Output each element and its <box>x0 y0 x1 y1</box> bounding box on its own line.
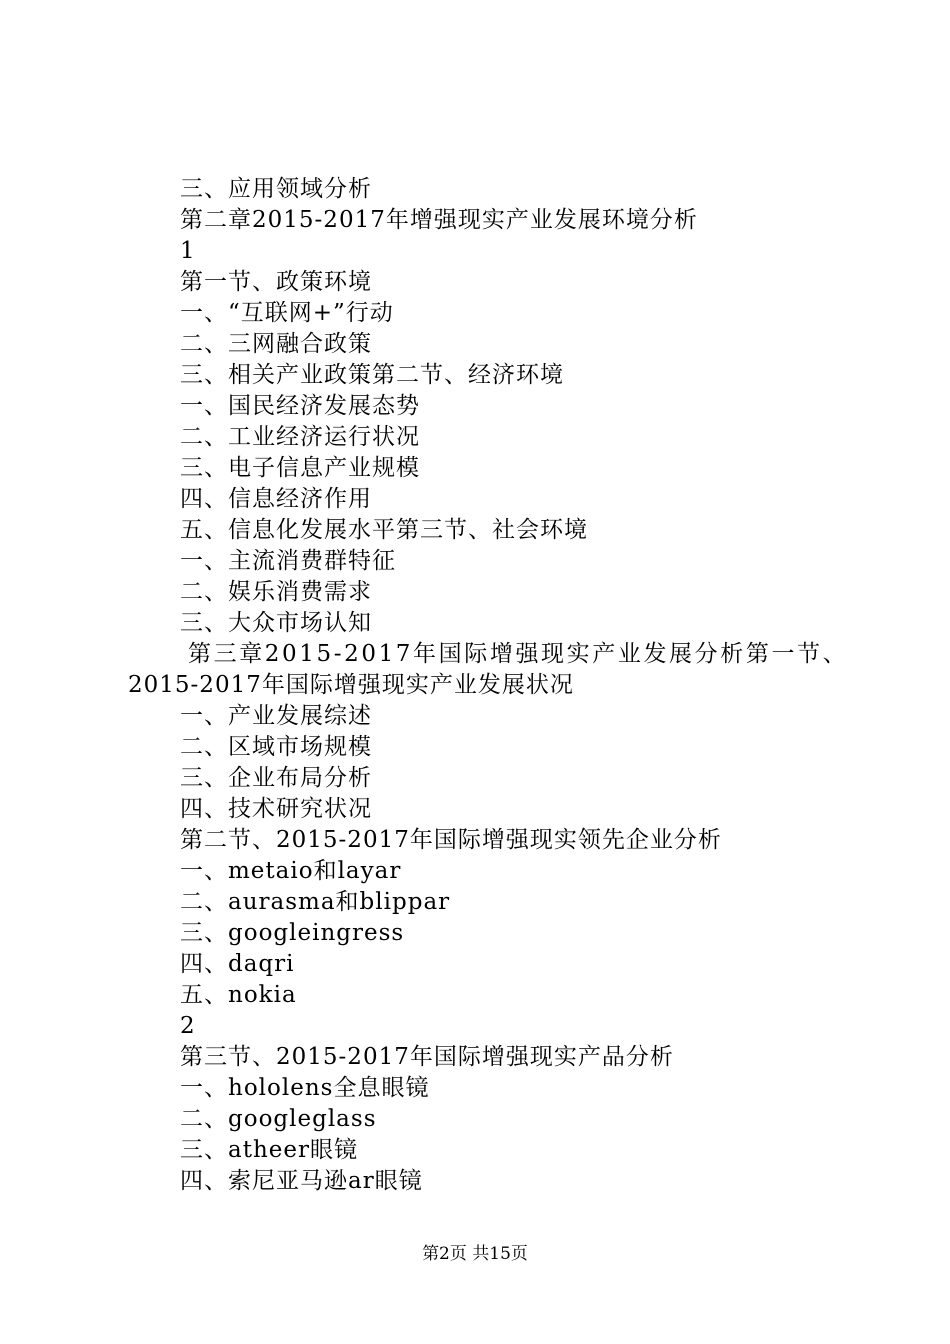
toc-line: 第三章2015-2017年国际增强现实产业发展分析第一节、 <box>188 641 849 667</box>
toc-line: 1 <box>180 238 196 264</box>
toc-line: 2015-2017年国际增强现实产业发展状况 <box>128 672 574 698</box>
toc-line: 四、daqri <box>180 951 295 977</box>
toc-line: 一、主流消费群特征 <box>180 548 396 574</box>
toc-line: 三、企业布局分析 <box>180 765 372 791</box>
toc-line: 二、工业经济运行状况 <box>180 424 420 450</box>
toc-line: 一、国民经济发展态势 <box>180 393 420 419</box>
toc-line: 四、信息经济作用 <box>180 486 372 512</box>
toc-line: 五、nokia <box>180 982 297 1008</box>
toc-line: 三、googleingress <box>180 920 405 946</box>
toc-line: 一、hololens全息眼镜 <box>180 1075 430 1101</box>
toc-line: 一、“互联网+”行动 <box>180 300 394 326</box>
toc-line: 二、googleglass <box>180 1106 377 1132</box>
toc-line: 第三节、2015-2017年国际增强现实产品分析 <box>180 1044 674 1070</box>
toc-line: 三、电子信息产业规模 <box>180 455 420 481</box>
toc-line: 一、产业发展综述 <box>180 703 372 729</box>
toc-line: 五、信息化发展水平第三节、社会环境 <box>180 517 588 543</box>
toc-line: 三、atheer眼镜 <box>180 1137 358 1163</box>
toc-line: 三、大众市场认知 <box>180 610 372 636</box>
toc-line: 第二节、2015-2017年国际增强现实领先企业分析 <box>180 827 722 853</box>
toc-line: 三、相关产业政策第二节、经济环境 <box>180 362 564 388</box>
toc-line: 二、区域市场规模 <box>180 734 372 760</box>
toc-line: 第一节、政策环境 <box>180 269 372 295</box>
page-footer: 第2页 共15页 <box>422 1244 528 1264</box>
toc-line: 四、索尼亚马逊ar眼镜 <box>180 1168 423 1194</box>
toc-line: 第二章2015-2017年增强现实产业发展环境分析 <box>180 207 698 233</box>
toc-line: 二、三网融合政策 <box>180 331 372 357</box>
toc-line: 2 <box>180 1013 196 1039</box>
toc-line: 一、metaio和layar <box>180 858 402 884</box>
toc-line: 二、娱乐消费需求 <box>180 579 372 605</box>
toc-line: 四、技术研究状况 <box>180 796 372 822</box>
toc-line: 三、应用领域分析 <box>180 176 372 202</box>
toc-line: 二、aurasma和blippar <box>180 889 451 915</box>
